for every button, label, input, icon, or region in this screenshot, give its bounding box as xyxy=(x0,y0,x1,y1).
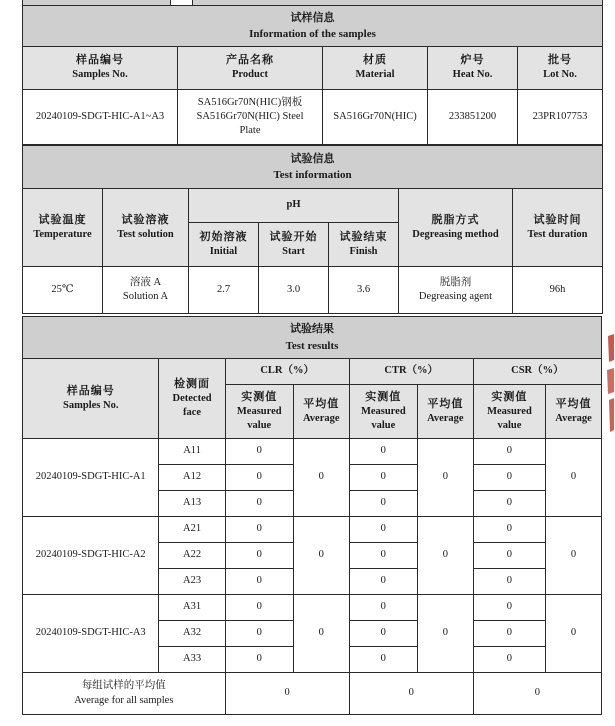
result-sample-no: 20240109-SDGT-HIC-A1 xyxy=(23,439,159,517)
overall-ctr-value: 0 xyxy=(349,673,473,715)
csr-average-cell: 0 xyxy=(546,439,602,517)
clr-header: CLR（%） xyxy=(225,359,349,385)
csr-measured-cell: 0 xyxy=(473,517,545,543)
ctr-measured-cell: 0 xyxy=(349,569,417,595)
ctr-measured-cell: 0 xyxy=(349,595,417,621)
duration-value: 96h xyxy=(513,267,603,314)
csr-measured-cell: 0 xyxy=(473,543,545,569)
solution-header: 试验溶液 Test solution xyxy=(103,189,189,267)
overall-clr-value: 0 xyxy=(225,673,349,715)
ctr-average-cell: 0 xyxy=(417,517,473,595)
table-row xyxy=(23,595,602,621)
degreasing-value: 脱脂剂 Degreasing agent xyxy=(399,267,513,314)
overall-average-label: 每组试样的平均值 Average for all samples xyxy=(23,673,226,715)
face-cell: A32 xyxy=(159,621,225,647)
ctr-measured-cell: 0 xyxy=(349,543,417,569)
lot-no-value: 23PR107753 xyxy=(518,90,603,145)
face-cell: A11 xyxy=(159,439,225,465)
clr-average-cell: 0 xyxy=(293,439,349,517)
csr-measured-cell: 0 xyxy=(473,465,545,491)
temperature-header: 试验温度 Temperature xyxy=(23,189,103,267)
clr-average-cell: 0 xyxy=(293,517,349,595)
clr-measured-cell: 0 xyxy=(225,543,293,569)
sample-info-row xyxy=(23,90,603,145)
col-heat-no: 炉号 Heat No. xyxy=(428,47,518,90)
clr-measured-cell: 0 xyxy=(225,647,293,673)
test-info-table xyxy=(22,145,603,314)
csr-average-header: 平均值 Average xyxy=(546,385,602,439)
csr-average-cell: 0 xyxy=(546,517,602,595)
ph-initial-value: 2.7 xyxy=(189,267,259,314)
csr-measured-cell: 0 xyxy=(473,491,545,517)
face-cell: A33 xyxy=(159,647,225,673)
clr-average-header: 平均值 Average xyxy=(293,385,349,439)
solution-value: 溶液 A Solution A xyxy=(103,267,189,314)
test-results-title: 试验结果 Test results xyxy=(23,317,602,359)
heat-no-value: 233851200 xyxy=(428,90,518,145)
csr-measured-cell: 0 xyxy=(473,621,545,647)
clr-measured-cell: 0 xyxy=(225,491,293,517)
material-value: SA516Gr70N(HIC) xyxy=(323,90,428,145)
test-results-table xyxy=(22,316,602,715)
clr-measured-cell: 0 xyxy=(225,569,293,595)
sample-no-value: 20240109-SDGT-HIC-A1~A3 xyxy=(23,90,178,145)
detected-face-header: 检测面 Detected face xyxy=(159,359,225,439)
ph-header: pH xyxy=(189,189,399,223)
sample-info-header-row xyxy=(23,47,603,90)
csr-measured-cell: 0 xyxy=(473,595,545,621)
overall-average-row xyxy=(23,673,602,715)
ph-finish-value: 3.6 xyxy=(329,267,399,314)
face-cell: A12 xyxy=(159,465,225,491)
face-cell: A22 xyxy=(159,543,225,569)
csr-measured-cell: 0 xyxy=(473,647,545,673)
test-info-title: 试验信息 Test information xyxy=(23,146,603,189)
face-cell: A31 xyxy=(159,595,225,621)
csr-measured-header: 实测值 Measured value xyxy=(473,385,545,439)
col-product: 产品名称 Product xyxy=(178,47,323,90)
ctr-measured-cell: 0 xyxy=(349,517,417,543)
clr-measured-header: 实测值 Measured value xyxy=(225,385,293,439)
degreasing-header: 脱脂方式 Degreasing method xyxy=(399,189,513,267)
ph-initial-header: 初始溶液 Initial xyxy=(189,223,259,267)
ph-start-header: 试验开始 Start xyxy=(259,223,329,267)
ph-start-value: 3.0 xyxy=(259,267,329,314)
ctr-measured-cell: 0 xyxy=(349,439,417,465)
temperature-value: 25℃ xyxy=(23,267,103,314)
col-samples-no: 样品编号 Samples No. xyxy=(23,47,178,90)
clr-average-cell: 0 xyxy=(293,595,349,673)
csr-measured-cell: 0 xyxy=(473,569,545,595)
result-sample-no: 20240109-SDGT-HIC-A3 xyxy=(23,595,159,673)
ph-finish-header: 试验结束 Finish xyxy=(329,223,399,267)
ctr-average-cell: 0 xyxy=(417,439,473,517)
ctr-measured-cell: 0 xyxy=(349,491,417,517)
col-lot-no: 批号 Lot No. xyxy=(518,47,603,90)
col-material: 材质 Material xyxy=(323,47,428,90)
ctr-measured-header: 实测值 Measured value xyxy=(349,385,417,439)
ctr-average-header: 平均值 Average xyxy=(417,385,473,439)
csr-average-cell: 0 xyxy=(546,595,602,673)
sample-info-title: 试样信息 Information of the samples xyxy=(23,6,603,47)
clr-measured-cell: 0 xyxy=(225,439,293,465)
ctr-measured-cell: 0 xyxy=(349,621,417,647)
csr-header: CSR（%） xyxy=(473,359,601,385)
ctr-header: CTR（%） xyxy=(349,359,473,385)
duration-header: 试验时间 Test duration xyxy=(513,189,603,267)
clr-measured-cell: 0 xyxy=(225,465,293,491)
product-value: SA516Gr70N(HIC)钢板 SA516Gr70N(HIC) Steel Plate xyxy=(178,90,323,145)
seal-stamp-fragment xyxy=(605,332,615,442)
clr-measured-cell: 0 xyxy=(225,517,293,543)
ctr-measured-cell: 0 xyxy=(349,465,417,491)
face-cell: A13 xyxy=(159,491,225,517)
results-sample-header: 样品编号 Samples No. xyxy=(23,359,159,439)
ctr-measured-cell: 0 xyxy=(349,647,417,673)
table-row xyxy=(23,439,602,465)
test-info-row xyxy=(23,267,603,314)
table-row xyxy=(23,517,602,543)
overall-csr-value: 0 xyxy=(473,673,601,715)
face-cell: A21 xyxy=(159,517,225,543)
csr-measured-cell: 0 xyxy=(473,439,545,465)
sample-info-table xyxy=(22,5,603,145)
ctr-average-cell: 0 xyxy=(417,595,473,673)
face-cell: A23 xyxy=(159,569,225,595)
clr-measured-cell: 0 xyxy=(225,595,293,621)
clr-measured-cell: 0 xyxy=(225,621,293,647)
result-sample-no: 20240109-SDGT-HIC-A2 xyxy=(23,517,159,595)
